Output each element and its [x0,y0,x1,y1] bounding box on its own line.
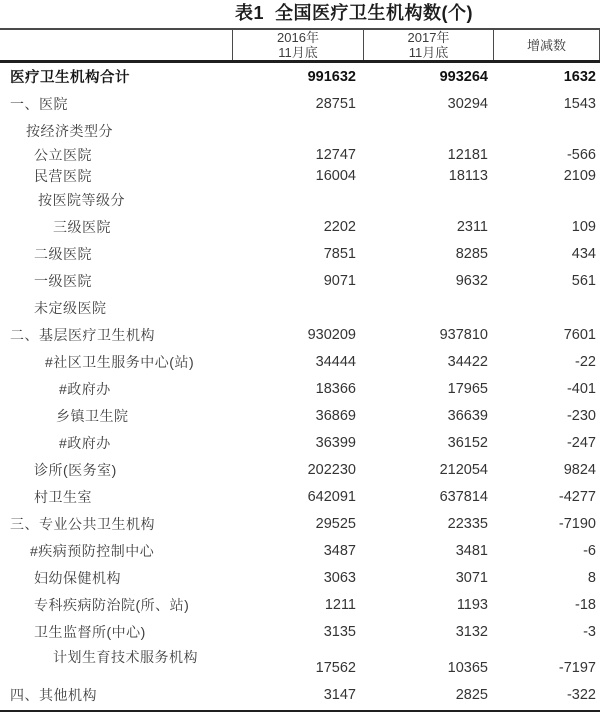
row-label: 村卫生室 [34,489,92,506]
row-label: 公立医院 [34,146,92,163]
row-label: 未定级医院 [34,299,107,316]
value-2017: 937810 [439,326,488,343]
header-2016-year: 2016年 [277,30,319,45]
table-title: 表1 全国医疗卫生机构数(个) [235,3,473,23]
table-row [0,294,600,321]
value-2017: 993264 [439,68,488,85]
value-diff: -230 [566,408,596,425]
value-2016: 36399 [315,435,356,452]
header-cell-diff [494,30,600,60]
value-2017: 36152 [447,435,488,452]
row-label: #疾病预防控制中心 [30,543,155,560]
row-label: 按经济类型分 [26,122,113,139]
value-2016: 18366 [315,380,356,397]
value-2016: 202230 [307,462,356,479]
table-row [0,144,600,165]
value-2016: 2202 [323,218,356,235]
header-2016-month: 11月底 [278,45,318,60]
table-row [0,646,600,679]
row-label: 医疗卫生机构合计 [10,70,130,87]
value-2016: 3063 [323,570,356,587]
table-row [0,267,600,294]
value-diff: -7197 [558,659,596,676]
value-2017: 22335 [447,516,488,533]
table-row [0,679,600,712]
value-diff: -322 [566,687,596,704]
table-row [0,430,600,457]
table-row [0,538,600,565]
value-diff: -18 [575,597,596,614]
value-2016: 28751 [315,95,356,112]
value-2017: 8285 [455,245,488,262]
header-cell-2016 [233,30,364,60]
row-label: 专科疾病防治院(所、站) [34,597,190,614]
table-row [0,117,600,144]
header-2017-year: 2017年 [407,30,450,45]
table-row [0,240,600,267]
value-2017: 9632 [455,272,488,289]
table-row [0,403,600,430]
row-label: 按医院等级分 [38,191,125,208]
row-label: 妇幼保健机构 [34,570,121,587]
value-diff: -401 [566,380,596,397]
value-2016: 1211 [324,597,356,614]
value-diff: 434 [571,245,596,262]
row-label: 计划生育技术服务机构 [53,648,198,665]
table-row [0,186,600,213]
row-label: 四、其他机构 [10,687,97,704]
row-label: #政府办 [59,435,111,452]
value-diff: 109 [571,218,596,235]
value-diff: 561 [571,272,596,289]
value-diff: 8 [587,570,596,587]
table-header-row [0,28,600,63]
value-2016: 12747 [315,146,356,163]
value-2016: 930209 [307,326,356,343]
value-diff: -6 [583,543,596,560]
value-diff: -7190 [558,516,596,533]
value-2016: 3135 [323,624,356,641]
value-diff: -3 [583,624,596,641]
row-label: 乡镇卫生院 [56,408,129,425]
value-2017: 3132 [455,624,488,641]
value-2017: 17965 [447,380,488,397]
row-label: 民营医院 [34,167,92,184]
value-diff: 9824 [563,462,596,479]
table-row [0,375,600,402]
value-diff: -4277 [558,489,596,506]
row-label: 二级医院 [34,245,92,262]
value-2016: 3147 [323,687,356,704]
value-2017: 10365 [447,659,488,676]
table-body [0,63,600,712]
header-2017-month: 11月底 [408,45,449,60]
row-label: 三、专业公共卫生机构 [10,516,155,533]
table-row [0,213,600,240]
value-2017: 212054 [439,462,488,479]
table-row [0,63,600,90]
value-2016: 34444 [315,353,356,370]
row-label: 一级医院 [34,272,92,289]
table-row [0,484,600,511]
table-row [0,348,600,375]
value-2017: 36639 [447,408,488,425]
value-diff: -566 [566,146,596,163]
value-2017: 12181 [447,146,488,163]
value-2017: 1193 [456,597,488,614]
table-row [0,321,600,348]
header-diff-label: 增减数 [526,37,566,53]
value-2016: 9071 [323,272,356,289]
value-diff: 7601 [563,326,596,343]
value-2017: 2825 [455,687,488,704]
table-row [0,165,600,186]
row-label: #政府办 [59,380,111,397]
table-row [0,565,600,592]
value-2016: 36869 [315,408,356,425]
value-2016: 17562 [315,659,356,676]
value-2016: 7851 [323,245,356,262]
value-2016: 3487 [323,543,356,560]
table-row [0,592,600,619]
value-diff: -247 [566,435,596,452]
row-label: 一、医院 [10,95,68,112]
value-2017: 637814 [439,489,488,506]
header-cell-blank [0,30,233,60]
value-2017: 30294 [447,95,488,112]
value-2017: 3481 [455,543,488,560]
value-diff: 1543 [563,95,596,112]
table-row [0,511,600,538]
row-label: 卫生监督所(中心) [34,624,146,641]
row-label: 三级医院 [53,218,111,235]
value-2017: 34422 [447,353,488,370]
row-label: 二、基层医疗卫生机构 [10,326,155,343]
value-2016: 642091 [307,489,356,506]
table-row [0,90,600,117]
value-2017: 18113 [448,167,488,184]
table-row [0,457,600,484]
table-row [0,619,600,646]
row-label: 诊所(医务室) [34,462,117,479]
header-cell-2017 [364,30,494,60]
value-2017: 3071 [455,570,488,587]
value-2016: 16004 [315,167,356,184]
value-2017: 2311 [456,218,488,235]
value-2016: 29525 [315,516,356,533]
value-2016: 991632 [307,68,356,85]
value-diff: 2109 [563,167,596,184]
value-diff: 1632 [563,68,596,85]
row-label: #社区卫生服务中心(站) [45,353,195,370]
value-diff: -22 [575,353,596,370]
